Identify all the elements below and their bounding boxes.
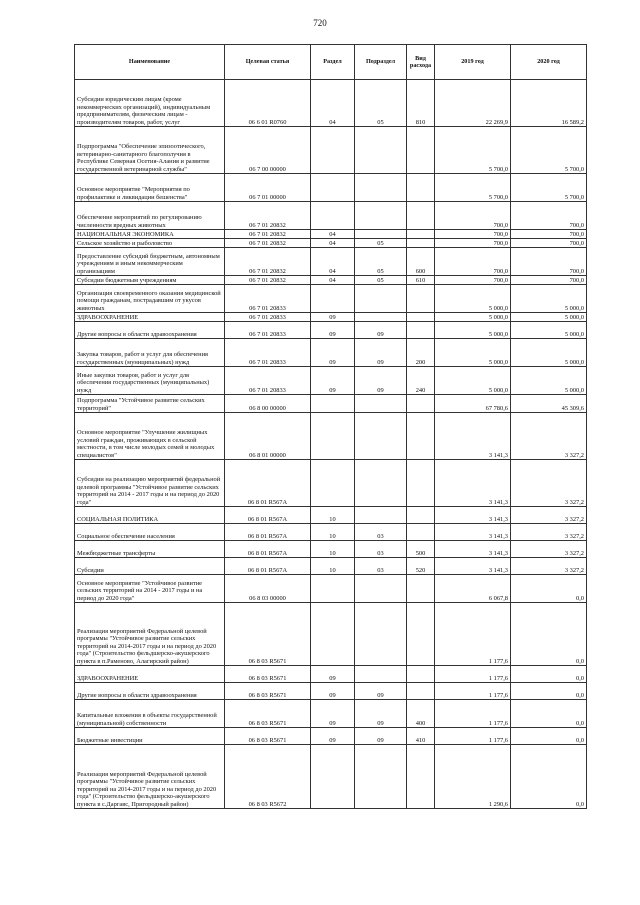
table-row xyxy=(75,395,587,413)
row-expense-type-cell xyxy=(407,127,435,174)
row-subsection-cell: 09 xyxy=(355,367,407,395)
row-subsection-cell: 09 xyxy=(355,683,407,700)
row-amount-2020-cell: 700,0 xyxy=(511,230,587,239)
row-section-cell: 10 xyxy=(311,541,355,558)
row-subsection-cell xyxy=(355,413,407,460)
row-target-article-cell: 06 8 03 R5671 xyxy=(225,683,311,700)
row-amount-2019-cell: 3 141,3 xyxy=(435,507,511,524)
row-section-cell xyxy=(311,174,355,202)
row-amount-2019-cell: 1 290,6 xyxy=(435,745,511,809)
row-name-cell: Предоставление субсидий бюджетным, автономным учреждениям и иным некоммерческим организациям xyxy=(75,248,225,276)
row-amount-2019-cell: 5 700,0 xyxy=(435,127,511,174)
row-expense-type-cell: 200 xyxy=(407,339,435,367)
row-section-cell: 09 xyxy=(311,700,355,728)
table-row xyxy=(75,460,587,507)
row-name-cell: Основное мероприятие "Улучшение жилищных условий граждан, проживающих в сельской местности, в том числе молодых семей и молодых специалистов" xyxy=(75,413,225,460)
row-expense-type-cell xyxy=(407,745,435,809)
row-expense-type-cell: 410 xyxy=(407,728,435,745)
row-subsection-cell: 03 xyxy=(355,524,407,541)
row-name-cell: Реализация мероприятий Федеральной целевой программы "Устойчивое развитие сельских территорий на 2014-2017 годы и на период до 2020 года" (Строительство фельдшерско-акушерского пункта в с.Даргавс, Пригородный район) xyxy=(75,745,225,809)
row-name-cell: Организация своевременного оказания медицинской помощи гражданам, пострадавшим от укусов животных xyxy=(75,285,225,313)
row-target-article-cell: 06 8 01 R567A xyxy=(225,524,311,541)
row-amount-2019-cell: 3 141,3 xyxy=(435,460,511,507)
row-amount-2019-cell: 1 177,6 xyxy=(435,666,511,683)
row-expense-type-cell xyxy=(407,413,435,460)
table-row xyxy=(75,745,587,809)
row-target-article-cell: 06 7 00 00000 xyxy=(225,127,311,174)
row-amount-2020-cell: 3 327,2 xyxy=(511,524,587,541)
row-name-cell: Другие вопросы в области здравоохранения xyxy=(75,683,225,700)
row-amount-2019-cell: 6 067,8 xyxy=(435,575,511,603)
row-amount-2019-cell: 1 177,6 xyxy=(435,603,511,666)
table-row xyxy=(75,683,587,700)
row-target-article-cell: 06 7 01 20832 xyxy=(225,202,311,230)
row-amount-2020-cell: 0,0 xyxy=(511,666,587,683)
table-header-row xyxy=(75,45,587,80)
row-subsection-cell xyxy=(355,603,407,666)
table-row xyxy=(75,80,587,127)
row-name-cell: Реализация мероприятий Федеральной целевой программы "Устойчивое развитие сельских территорий на 2014-2017 годы и на период до 2020 года" (Строительство фельдшерско-акушерского пункта в п.Раменово, Алагирский район) xyxy=(75,603,225,666)
row-name-cell: ЗДРАВООХРАНЕНИЕ xyxy=(75,313,225,322)
table-row xyxy=(75,322,587,339)
row-amount-2019-cell: 1 177,6 xyxy=(435,728,511,745)
row-name-cell: ЗДРАВООХРАНЕНИЕ xyxy=(75,666,225,683)
table-row xyxy=(75,230,587,239)
row-name-cell: Обеспечение мероприятий по регулированию численности вредных животных xyxy=(75,202,225,230)
row-name-cell: Межбюджетные трансферты xyxy=(75,541,225,558)
table-row xyxy=(75,127,587,174)
row-target-article-cell: 06 7 01 20833 xyxy=(225,339,311,367)
table-row xyxy=(75,666,587,683)
row-name-cell: НАЦИОНАЛЬНАЯ ЭКОНОМИКА xyxy=(75,230,225,239)
row-amount-2019-cell: 700,0 xyxy=(435,276,511,285)
row-section-cell: 04 xyxy=(311,230,355,239)
table-row xyxy=(75,507,587,524)
column-header-year-2020: 2020 год xyxy=(511,45,587,80)
row-subsection-cell: 05 xyxy=(355,276,407,285)
row-amount-2019-cell: 3 141,3 xyxy=(435,524,511,541)
row-name-cell: Субсидии на реализацию мероприятий федеральной целевой программы "Устойчивое развитие сельских территорий на 2014 - 2017 годы и на период до 2020 года" xyxy=(75,460,225,507)
row-section-cell xyxy=(311,575,355,603)
row-subsection-cell: 09 xyxy=(355,339,407,367)
row-section-cell xyxy=(311,745,355,809)
row-amount-2020-cell: 0,0 xyxy=(511,575,587,603)
row-target-article-cell: 06 7 01 20833 xyxy=(225,285,311,313)
row-section-cell: 04 xyxy=(311,276,355,285)
row-target-article-cell: 06 7 01 20832 xyxy=(225,248,311,276)
row-amount-2020-cell: 0,0 xyxy=(511,745,587,809)
row-expense-type-cell xyxy=(407,202,435,230)
row-amount-2019-cell: 5 000,0 xyxy=(435,313,511,322)
row-amount-2020-cell: 5 000,0 xyxy=(511,339,587,367)
row-subsection-cell xyxy=(355,745,407,809)
table-row xyxy=(75,174,587,202)
table-row xyxy=(75,413,587,460)
row-subsection-cell: 05 xyxy=(355,239,407,248)
row-amount-2019-cell: 1 177,6 xyxy=(435,700,511,728)
row-amount-2020-cell: 5 700,0 xyxy=(511,174,587,202)
row-amount-2020-cell: 3 327,2 xyxy=(511,541,587,558)
row-expense-type-cell xyxy=(407,666,435,683)
table-row xyxy=(75,728,587,745)
row-name-cell: Иные закупки товаров, работ и услуг для обеспечения государственных (муниципальных) нужд xyxy=(75,367,225,395)
row-section-cell: 09 xyxy=(311,683,355,700)
row-expense-type-cell xyxy=(407,603,435,666)
row-expense-type-cell xyxy=(407,285,435,313)
row-amount-2020-cell: 700,0 xyxy=(511,239,587,248)
table-row xyxy=(75,339,587,367)
row-target-article-cell: 06 8 03 R5671 xyxy=(225,666,311,683)
row-amount-2019-cell: 3 141,3 xyxy=(435,541,511,558)
table-row xyxy=(75,541,587,558)
row-section-cell: 10 xyxy=(311,558,355,575)
row-expense-type-cell: 610 xyxy=(407,276,435,285)
row-subsection-cell xyxy=(355,174,407,202)
row-expense-type-cell: 600 xyxy=(407,248,435,276)
row-expense-type-cell: 500 xyxy=(407,541,435,558)
row-amount-2020-cell: 5 000,0 xyxy=(511,322,587,339)
row-target-article-cell: 06 8 01 R567A xyxy=(225,507,311,524)
row-amount-2020-cell: 16 589,2 xyxy=(511,80,587,127)
row-section-cell: 09 xyxy=(311,322,355,339)
row-expense-type-cell: 400 xyxy=(407,700,435,728)
row-section-cell: 04 xyxy=(311,248,355,276)
row-name-cell: Основное мероприятие "Устойчивое развитие сельских территорий на 2014 - 2017 годы и на период до 2020 года" xyxy=(75,575,225,603)
row-target-article-cell: 06 8 01 R567A xyxy=(225,460,311,507)
row-expense-type-cell xyxy=(407,239,435,248)
row-amount-2020-cell: 700,0 xyxy=(511,248,587,276)
row-expense-type-cell xyxy=(407,395,435,413)
row-target-article-cell: 06 7 01 20832 xyxy=(225,276,311,285)
row-amount-2019-cell: 5 700,0 xyxy=(435,174,511,202)
row-subsection-cell: 09 xyxy=(355,728,407,745)
row-target-article-cell: 06 8 03 00000 xyxy=(225,575,311,603)
row-amount-2020-cell: 3 327,2 xyxy=(511,507,587,524)
row-target-article-cell: 06 8 03 R5671 xyxy=(225,603,311,666)
page-number: 720 xyxy=(313,18,327,28)
row-amount-2020-cell: 45 309,6 xyxy=(511,395,587,413)
row-amount-2019-cell: 67 780,6 xyxy=(435,395,511,413)
row-subsection-cell xyxy=(355,666,407,683)
row-subsection-cell: 05 xyxy=(355,80,407,127)
row-section-cell xyxy=(311,413,355,460)
row-expense-type-cell xyxy=(407,575,435,603)
row-amount-2020-cell: 700,0 xyxy=(511,202,587,230)
budget-table xyxy=(74,44,587,809)
row-expense-type-cell xyxy=(407,322,435,339)
row-amount-2019-cell: 3 141,3 xyxy=(435,413,511,460)
row-subsection-cell: 05 xyxy=(355,248,407,276)
row-amount-2019-cell: 700,0 xyxy=(435,248,511,276)
row-name-cell: Сельское хозяйство и рыболовство xyxy=(75,239,225,248)
row-target-article-cell: 06 7 01 20833 xyxy=(225,322,311,339)
row-amount-2019-cell: 5 000,0 xyxy=(435,322,511,339)
column-header-year-2019: 2019 год xyxy=(435,45,511,80)
row-target-article-cell: 06 7 01 20833 xyxy=(225,313,311,322)
row-name-cell: Субсидии xyxy=(75,558,225,575)
row-section-cell xyxy=(311,603,355,666)
row-target-article-cell: 06 8 03 R5671 xyxy=(225,728,311,745)
row-section-cell: 10 xyxy=(311,524,355,541)
row-target-article-cell: 06 7 01 00000 xyxy=(225,174,311,202)
row-amount-2020-cell: 5 000,0 xyxy=(511,313,587,322)
row-target-article-cell: 06 7 01 20832 xyxy=(225,230,311,239)
table-row xyxy=(75,575,587,603)
table-row xyxy=(75,367,587,395)
row-amount-2019-cell: 5 000,0 xyxy=(435,339,511,367)
row-section-cell: 09 xyxy=(311,339,355,367)
row-target-article-cell: 06 6 01 R0760 xyxy=(225,80,311,127)
row-expense-type-cell xyxy=(407,313,435,322)
row-section-cell: 04 xyxy=(311,80,355,127)
column-header-subsection: Подраздел xyxy=(355,45,407,80)
row-subsection-cell: 09 xyxy=(355,322,407,339)
row-name-cell: Основное мероприятие "Мероприятия по профилактике и ликвидации бешенства" xyxy=(75,174,225,202)
row-amount-2020-cell: 5 000,0 xyxy=(511,367,587,395)
row-expense-type-cell xyxy=(407,460,435,507)
table-row xyxy=(75,700,587,728)
table-row xyxy=(75,248,587,276)
row-subsection-cell xyxy=(355,507,407,524)
row-target-article-cell: 06 7 01 20833 xyxy=(225,367,311,395)
row-section-cell: 09 xyxy=(311,313,355,322)
row-expense-type-cell xyxy=(407,524,435,541)
row-amount-2019-cell: 22 269,9 xyxy=(435,80,511,127)
row-section-cell: 09 xyxy=(311,666,355,683)
row-name-cell: СОЦИАЛЬНАЯ ПОЛИТИКА xyxy=(75,507,225,524)
row-section-cell xyxy=(311,127,355,174)
column-header-target-article: Целевая статья xyxy=(225,45,311,80)
column-header-name: Наименование xyxy=(75,45,225,80)
row-expense-type-cell: 520 xyxy=(407,558,435,575)
row-amount-2020-cell: 3 327,2 xyxy=(511,460,587,507)
row-section-cell xyxy=(311,395,355,413)
row-amount-2019-cell: 1 177,6 xyxy=(435,683,511,700)
row-section-cell: 09 xyxy=(311,728,355,745)
row-section-cell: 09 xyxy=(311,367,355,395)
row-target-article-cell: 06 8 00 00000 xyxy=(225,395,311,413)
table-row xyxy=(75,202,587,230)
table-row xyxy=(75,313,587,322)
table-body xyxy=(75,80,587,809)
row-name-cell: Закупка товаров, работ и услуг для обеспечения государственных (муниципальных) нужд xyxy=(75,339,225,367)
row-name-cell: Социальное обеспечение населения xyxy=(75,524,225,541)
row-subsection-cell xyxy=(355,313,407,322)
row-target-article-cell: 06 8 01 00000 xyxy=(225,413,311,460)
row-amount-2019-cell: 3 141,3 xyxy=(435,558,511,575)
row-name-cell: Подпрограмма "Устойчивое развитие сельских территорий" xyxy=(75,395,225,413)
row-name-cell: Бюджетные инвестиции xyxy=(75,728,225,745)
row-amount-2019-cell: 5 000,0 xyxy=(435,285,511,313)
table-row xyxy=(75,276,587,285)
row-amount-2020-cell: 0,0 xyxy=(511,683,587,700)
row-amount-2020-cell: 5 700,0 xyxy=(511,127,587,174)
row-subsection-cell xyxy=(355,285,407,313)
table-row xyxy=(75,603,587,666)
row-amount-2020-cell: 0,0 xyxy=(511,603,587,666)
row-expense-type-cell: 810 xyxy=(407,80,435,127)
row-target-article-cell: 06 8 01 R567A xyxy=(225,541,311,558)
row-amount-2020-cell: 0,0 xyxy=(511,700,587,728)
row-target-article-cell: 06 8 03 R5671 xyxy=(225,700,311,728)
row-amount-2019-cell: 700,0 xyxy=(435,230,511,239)
row-amount-2020-cell: 3 327,2 xyxy=(511,558,587,575)
row-amount-2020-cell: 3 327,2 xyxy=(511,413,587,460)
row-subsection-cell xyxy=(355,202,407,230)
row-section-cell: 04 xyxy=(311,239,355,248)
row-name-cell: Другие вопросы в области здравоохранения xyxy=(75,322,225,339)
row-target-article-cell: 06 8 01 R567A xyxy=(225,558,311,575)
row-expense-type-cell xyxy=(407,174,435,202)
row-subsection-cell xyxy=(355,395,407,413)
table-row xyxy=(75,239,587,248)
row-section-cell xyxy=(311,202,355,230)
row-amount-2020-cell: 700,0 xyxy=(511,276,587,285)
row-expense-type-cell xyxy=(407,230,435,239)
row-expense-type-cell xyxy=(407,683,435,700)
row-name-cell: Субсидии бюджетным учреждениям xyxy=(75,276,225,285)
row-section-cell xyxy=(311,285,355,313)
column-header-section: Раздел xyxy=(311,45,355,80)
row-name-cell: Подпрограмма "Обеспечение эпизоотического, ветеринарно-санитарного благополучия в Республике Северная Осетия-Алания и развитие государственной ветеринарной службы" xyxy=(75,127,225,174)
row-amount-2019-cell: 700,0 xyxy=(435,202,511,230)
row-expense-type-cell: 240 xyxy=(407,367,435,395)
row-amount-2019-cell: 5 000,0 xyxy=(435,367,511,395)
row-section-cell: 10 xyxy=(311,507,355,524)
row-amount-2019-cell: 700,0 xyxy=(435,239,511,248)
column-header-expense-type: Вид расхода xyxy=(407,45,435,80)
row-name-cell: Капитальные вложения в объекты государственной (муниципальной) собственности xyxy=(75,700,225,728)
table-row xyxy=(75,285,587,313)
row-subsection-cell: 09 xyxy=(355,700,407,728)
row-amount-2020-cell: 0,0 xyxy=(511,728,587,745)
table-row xyxy=(75,558,587,575)
row-subsection-cell: 03 xyxy=(355,558,407,575)
row-expense-type-cell xyxy=(407,507,435,524)
row-section-cell xyxy=(311,460,355,507)
row-amount-2020-cell: 5 000,0 xyxy=(511,285,587,313)
row-target-article-cell: 06 7 01 20832 xyxy=(225,239,311,248)
row-target-article-cell: 06 8 03 R5672 xyxy=(225,745,311,809)
row-subsection-cell xyxy=(355,127,407,174)
row-subsection-cell xyxy=(355,230,407,239)
table-row xyxy=(75,524,587,541)
row-subsection-cell xyxy=(355,575,407,603)
row-subsection-cell: 03 xyxy=(355,541,407,558)
row-name-cell: Субсидии юридическим лицам (кроме некоммерческих организаций), индивидуальным предпринимателям, физическим лицам - производителям товаров, работ, услуг xyxy=(75,80,225,127)
row-subsection-cell xyxy=(355,460,407,507)
